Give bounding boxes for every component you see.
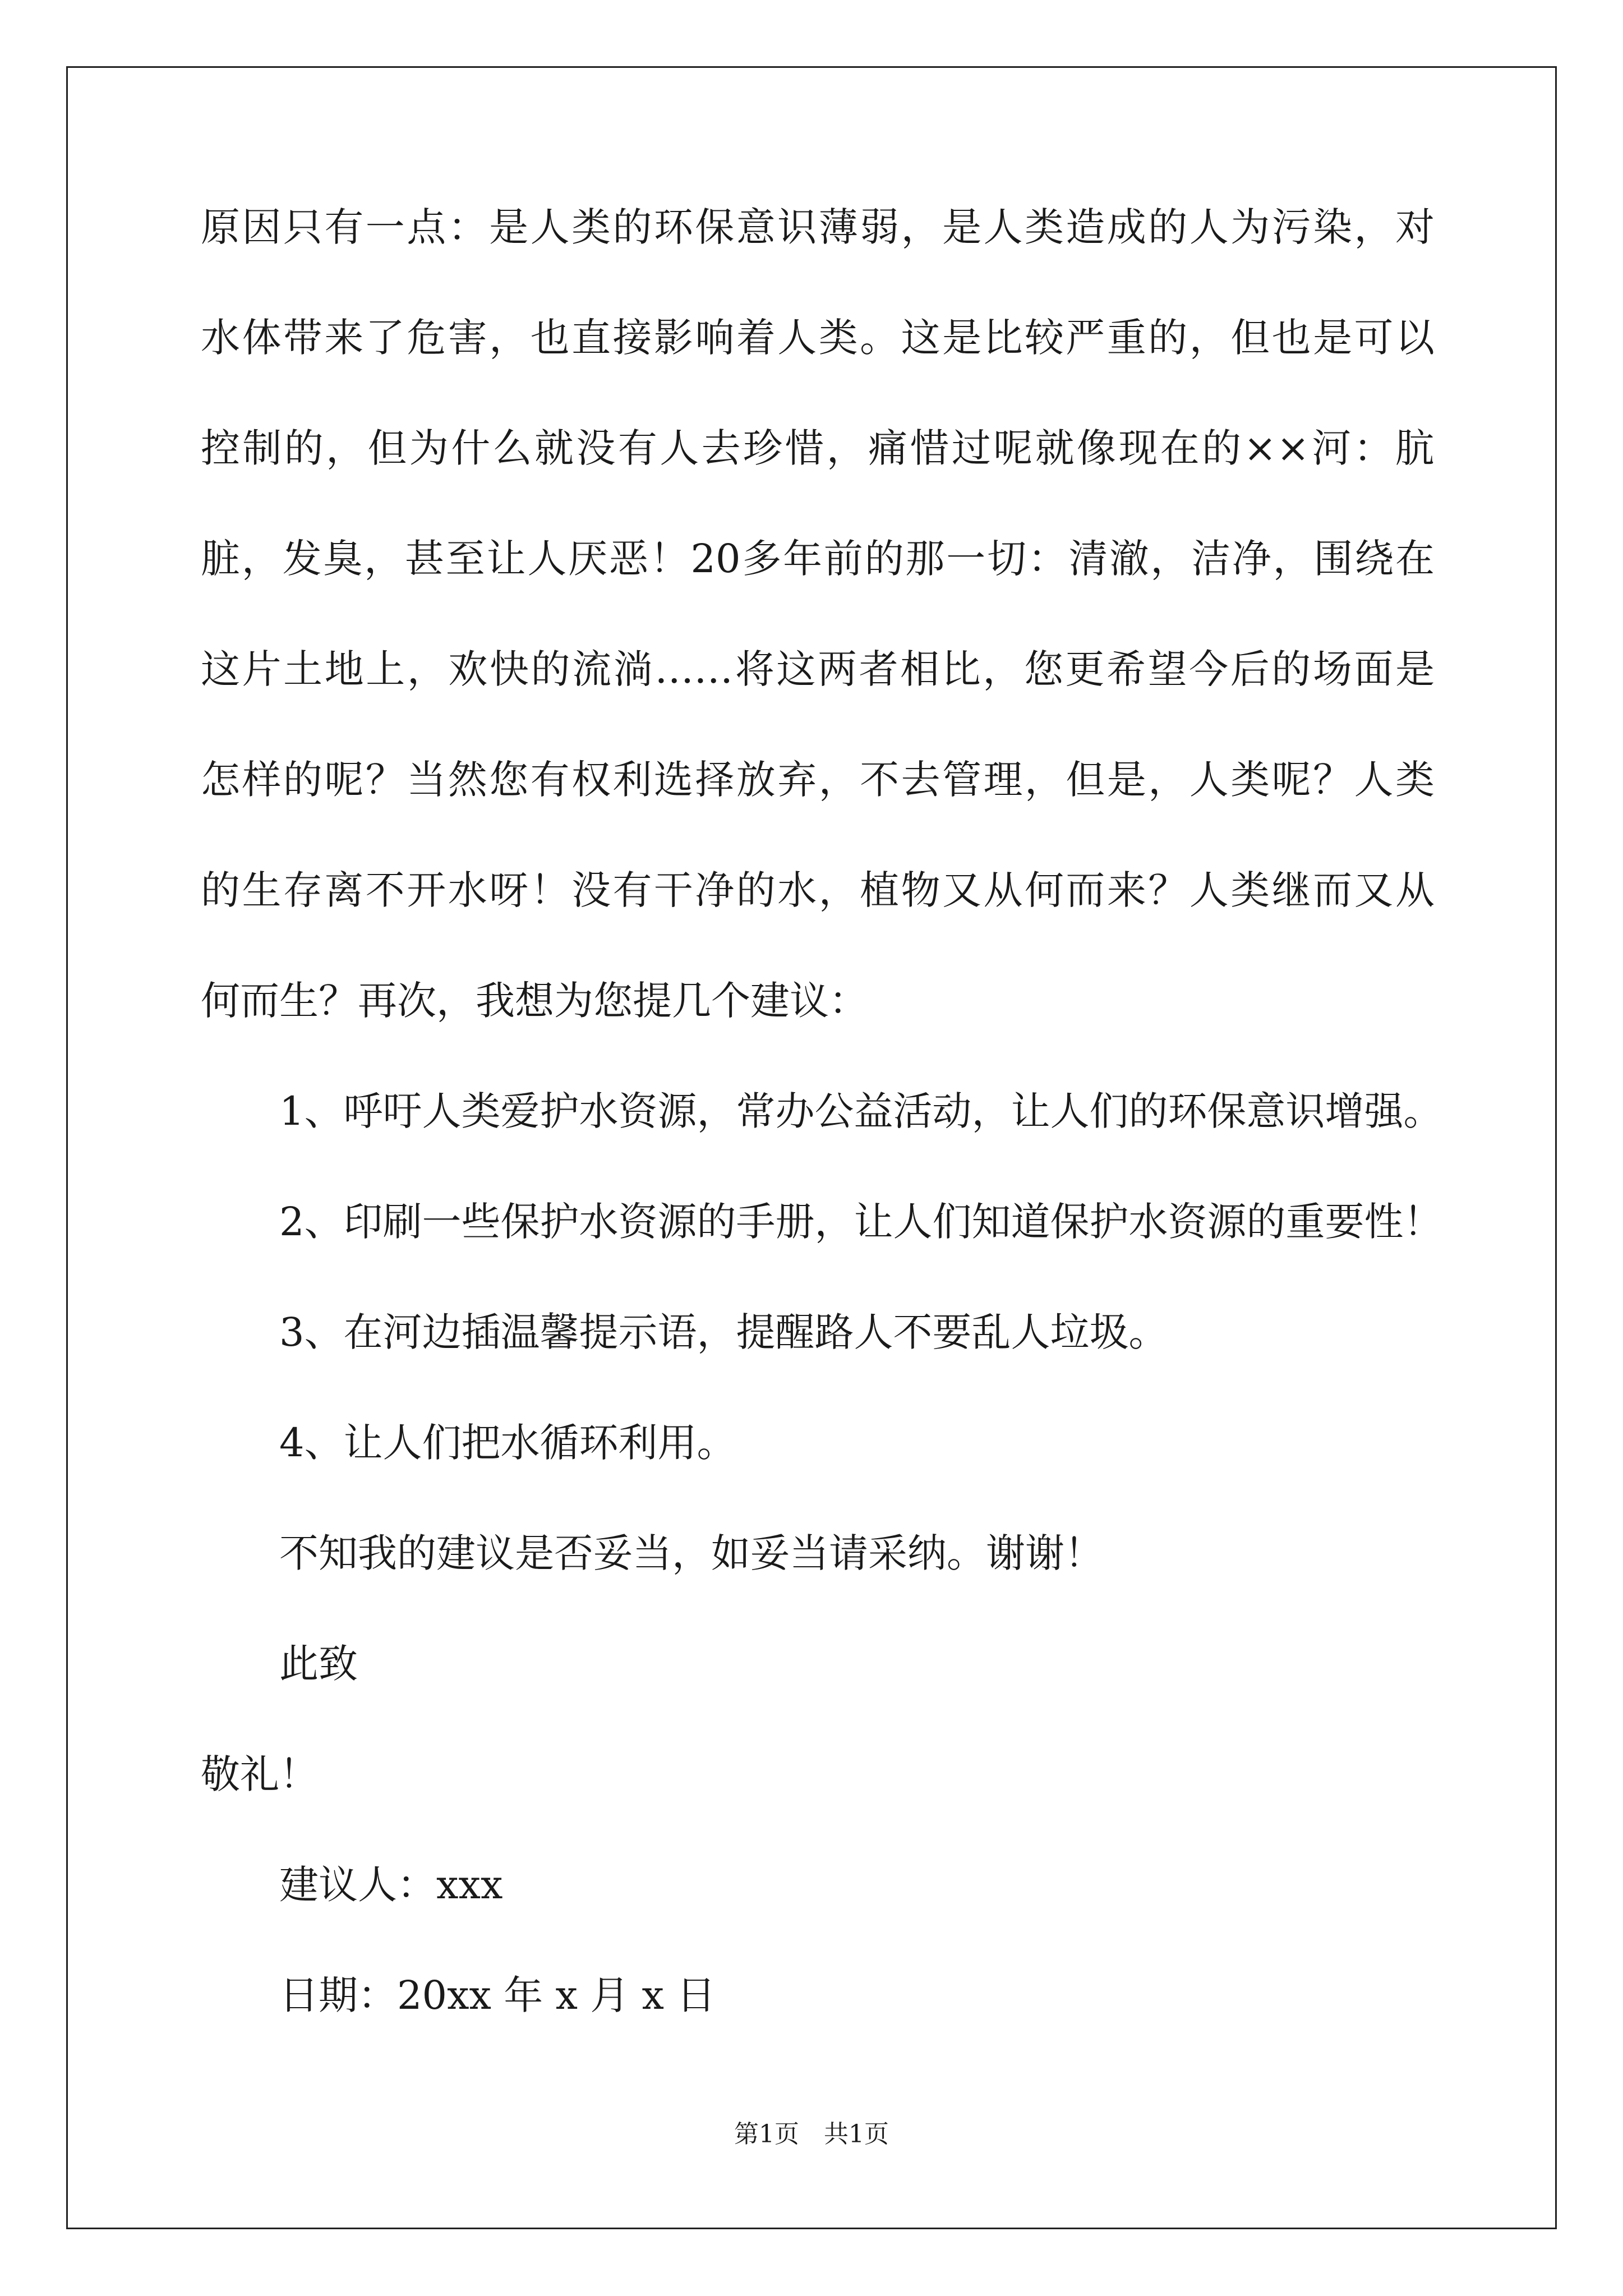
- signer-line: 建议人：xxx: [279, 1862, 503, 1908]
- paragraph-line: 原因只有一点：是人类的环保意识薄弱，是人类造成的人为污染，对: [201, 204, 1435, 250]
- page-number-footer: 第1页 共1页: [734, 2120, 889, 2148]
- salutation-jing-li: 敬礼！: [201, 1751, 319, 1797]
- date-line: 日期：20xx 年 x 月 x 日: [279, 1972, 716, 2018]
- paragraph-line: 脏，发臭，甚至让人厌恶！20多年前的那一切：清澈，洁净，围绕在: [201, 536, 1435, 582]
- suggestion-item: 3、在河边插温馨提示语，提醒路人不要乱人垃圾。: [279, 1309, 1168, 1355]
- paragraph-line: 何而生？再次，我想为您提几个建议：: [201, 978, 868, 1024]
- suggestion-item: 4、让人们把水循环利用。: [279, 1420, 736, 1466]
- closing-sentence: 不知我的建议是否妥当，如妥当请采纳。谢谢！: [279, 1530, 1104, 1576]
- document-body: [201, 199, 1443, 2078]
- paragraph-line: 怎样的呢？当然您有权利选择放弃，不去管理，但是，人类呢？人类: [201, 757, 1435, 803]
- paragraph-line: 水体带来了危害，也直接影响着人类。这是比较严重的，但也是可以: [201, 315, 1435, 361]
- paragraph-line: 的生存离不开水呀！没有干净的水，植物又从何而来？人类继而又从: [201, 867, 1435, 913]
- paragraph-line: 控制的，但为什么就没有人去珍惜，痛惜过呢就像现在的××河：肮: [201, 425, 1435, 471]
- suggestion-item: 1、呼吁人类爱护水资源，常办公益活动，让人们的环保意识增强。: [279, 1088, 1443, 1134]
- salutation-ci-zhi: 此致: [279, 1641, 358, 1687]
- paragraph-line: 这片土地上，欢快的流淌……将这两者相比，您更希望今后的场面是: [201, 646, 1435, 692]
- suggestion-item: 2、印刷一些保护水资源的手册，让人们知道保护水资源的重要性！: [279, 1199, 1443, 1245]
